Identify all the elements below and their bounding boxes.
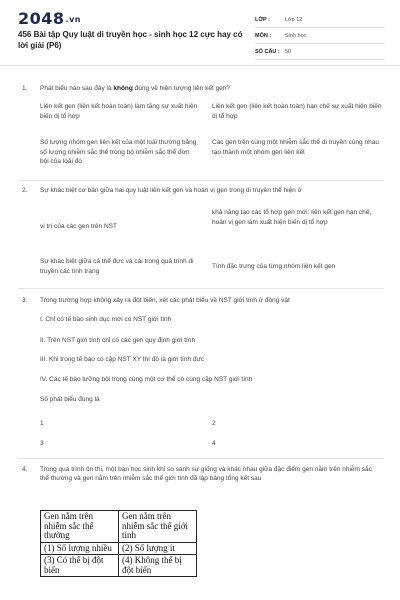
question-number: 1. [22,85,28,92]
answer-option[interactable]: 3 [40,440,44,447]
divider [18,458,384,459]
answer-option[interactable]: Số lượng nhóm gen liên kết của một loài thường bằng số lượng nhiễm sắc thể trong bộ nhiễm sắc thể đơn bội của loài đó [40,139,197,165]
meta-subject-value: Sinh học [285,32,307,39]
table-cell: (3) Có thể bị đột biến [41,555,119,577]
document-title: 456 Bài tập Quy luật di truyền học - sinh học 12 cực hay có lời giải (P6) [18,30,243,50]
document-meta [255,0,385,60]
table-cell: Gen nằm trên nhiễm sắc thể thường [41,511,119,543]
answer-option[interactable]: Tính đặc trưng của từng nhóm liên kết gen [212,263,336,270]
statement: IV. Các tế bào lưỡng bội trong cùng một cơ thể có cùng cặp NST giới tính [40,376,253,383]
answer-option[interactable]: 1 [40,420,44,427]
answer-option[interactable]: Liên kết gen (liên kết hoàn toàn) hạn chế sự xuất hiện biến dị tổ hợp [212,103,382,120]
page-header [0,0,400,66]
meta-class-key: LỚP : [255,16,270,23]
table-cell: Gen nằm trên nhiễm sắc thể giới tính [119,511,197,543]
table-row [41,555,197,577]
answer-option[interactable]: Liên kết gen (liên kết hoàn toàn) làm tăng sự xuất hiện biến dị tổ hợp [40,103,198,120]
table-cell: (2) Số lượng ít [119,542,197,555]
answer-option[interactable]: vị trí của các gen trên NST [40,223,117,230]
table-cell: (4) Không thể bị đột biến [119,555,197,577]
question-text: Phát biểu nào sau đây là không đúng về hiện tượng liên kết gen? [40,85,231,92]
divider [18,288,384,289]
question-text: Sự khác biệt cơ bản giữa hai quy luật liên kết gen và hoán vị gen trong di truyền thể hiện ở [40,187,302,194]
meta-class-row [255,12,385,28]
statement: Số phát biểu đúng là [40,396,100,403]
divider [18,180,384,181]
answer-option[interactable]: 4 [212,440,216,447]
answer-option[interactable]: Các gen trên cùng một nhiễm sắc thể di truyền cùng nhau tạo thành một nhóm gen liên kết [212,139,379,156]
answer-option[interactable]: khả năng tạo các tổ hợp gen mới: liên kết gen hạn chế, hoán vị gen làm xuất hiện biến dị tổ hợp [212,209,372,226]
question-text: Trong trường hợp không xảy ra đột biến, xét các phát biểu về NST giới tính ở động vật [40,297,290,304]
table-row [41,511,197,543]
question-text: Trong quá trình ôn thi, một bạn học sinh khi so sánh sự giống và khác nhau giữa đặc điểm gen nằm trên nhiễm sắc thể thường và gen nằm trên nhiễm sắc thể giới tính đã lập bảng tổng kết sau [40,466,372,482]
table-row [41,542,197,555]
meta-subject-row [255,28,385,44]
question-number: 4. [22,466,28,473]
site-logo[interactable]: 2048.vn [18,9,81,28]
meta-class-value: Lớp 12 [285,16,303,23]
meta-subject-key: MÔN : [255,32,272,39]
answer-option[interactable]: 2 [212,420,216,427]
table-cell: (1) Số lượng nhiều [41,542,119,555]
question-number: 3. [22,297,28,304]
meta-count-key: SỐ CÂU : [255,48,280,55]
meta-count-value: 50 [285,48,292,55]
question-number: 2. [22,187,28,194]
statement: II. Trên NST giới tính chỉ có các gen quy định giới tính [40,337,196,344]
statement: I. Chỉ có tế bào sinh dục mới có NST giới tính [40,316,172,323]
comparison-table [40,510,197,577]
statement: III. Khi trong tế bào có cặp NST XY thì đó là giới tính đực [40,356,205,363]
answer-option[interactable]: Sự khác biệt giữa cá thể đực và cái trong quá trình di truyền các tính trạng [40,258,194,275]
meta-count-row [255,44,385,60]
